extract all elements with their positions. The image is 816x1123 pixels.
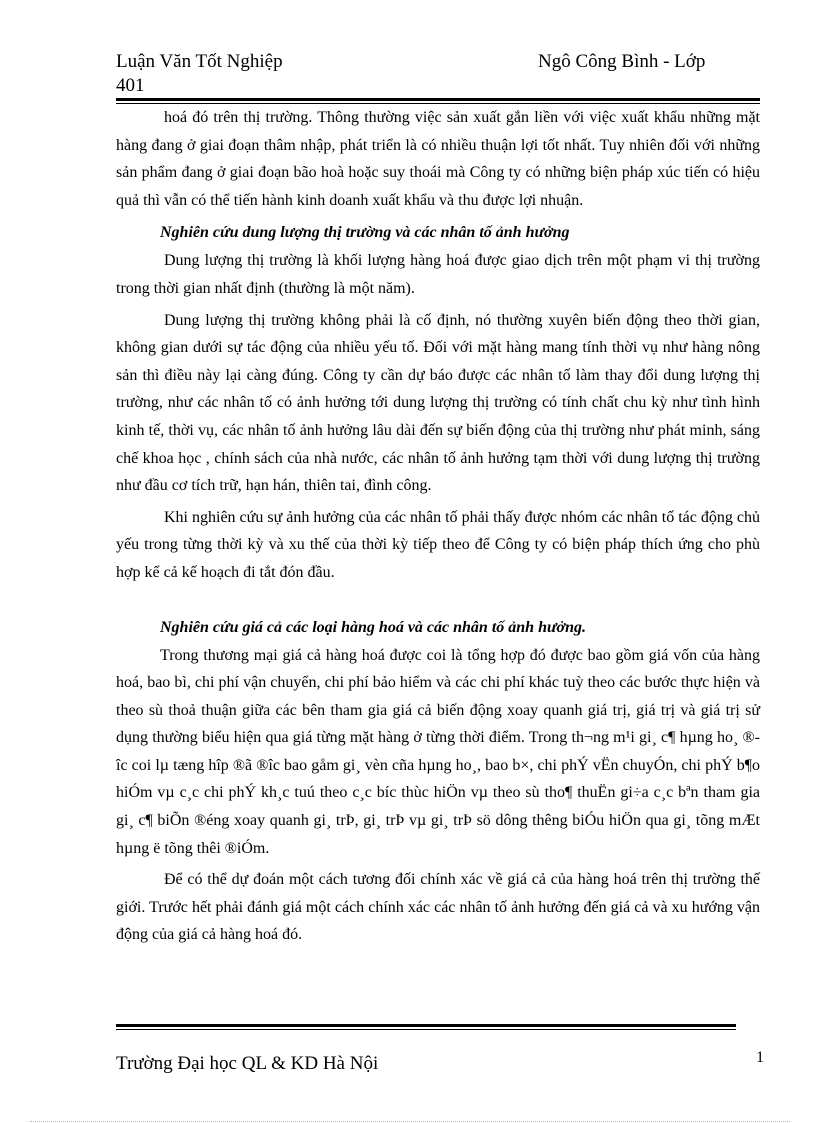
header-left: [116, 50, 376, 98]
page-break-line: [30, 1121, 790, 1122]
footer-school: Trường Đại học QL & KD Hà Nội: [116, 1053, 379, 1074]
body-text: [116, 104, 760, 949]
paragraph-1: hoá đó trên thị trường. Thông thường việc sản xuất gắn liền với việc xuất khẩu những mặt hàng đang ở giai đoạn thâm nhập, phát triển là có nhiều thuận lợi tốt nhất. Tuy nhiên đối với những sản phẩm đang ở giai đoạn bão hoà hoặc suy thoái mà Công ty có những biện pháp xúc tiến có hiệu quả thì vẫn có thể tiến hành kinh doanh xuất khẩu và thu được lợi nhuận.: [116, 109, 760, 209]
paragraph-6: Để có thể dự đoán một cách tương đối chính xác về giá cả của hàng hoá trên thị trường thế giới. Trước hết phải đánh giá một cách chính xác các nhân tố ảnh hưởng đến giá cả và xu hướng vận động của giá cả hàng hoá đó.: [116, 871, 760, 944]
section-heading-prices: Nghiên cứu giá cả các loại hàng hoá và các nhân tố ảnh hưởng.: [160, 618, 587, 636]
header-author: Ngô Công Bình - Lớp: [538, 51, 706, 72]
footer-rule-thick: [116, 1024, 736, 1027]
paragraph-3: Dung lượng thị trường không phải là cố định, nó thường xuyên biến động theo thời gian, không gian dưới sự tác động của nhiều yếu tố. Đối với mặt hàng mang tính thời vụ như hàng nông sản thì điều này lại càng đúng. Công ty cần dự báo được các nhân tố làm thay đổi dung lượng thị trường, như các nhân tố có ảnh hưởng tới dung lượng thị trường có tính chất chu kỳ như tình hình kinh tế, thời vụ, các nhân tố ảnh hưởng lâu dài đến sự biến động của thị trường như phát minh, sáng chế khoa học , chính sách của nhà nước, các nhân tố ảnh hưởng tạm thời với dung lượng thị trường như đầu cơ tích trữ, hạn hán, thiên tai, đình công.: [116, 311, 760, 495]
paragraph-5: Trong thương mại giá cả hàng hoá được coi là tổng hợp đó được bao gồm giá vốn của hàng hoá, bao bì, chi phí vận chuyển, chi phí bảo hiểm và các chi phí khác tuỳ theo các bước thực hiện và theo sù thoả thuận giữa các bên tham gia giá cả biến động xoay quanh giá trị, giá trị và giá trị sử dụng thường biểu hiện qua giá từng mặt hàng ở từng thời điểm. Trong th¬ng m¹i gi¸ c¶ hµng ho¸ ®îc coi lµ tæng hîp ®ã ®îc bao gåm gi¸ vèn cña hµng ho¸, bao b×, chi phÝ vËn chuyÓn, chi phÝ b¶o hiÓm vµ c¸c chi phÝ kh¸c tuú theo c¸c bíc thùc hiÖn vµ theo sù tho¶ thuËn gi÷a c¸c bªn tham gia gi¸ c¶ biÕn ®éng xoay quanh gi¸ trÞ, gi¸ trÞ vµ gi¸ trÞ sö dông thêng biÓu hiÖn qua gi¸ tõng mÆt hµng ë tõng thêi ®iÓm.: [116, 646, 760, 857]
section-heading-market-capacity: Nghiên cứu dung lượng thị trường và các nhân tố ảnh hưởng: [160, 224, 570, 242]
header-rule-thick: [116, 98, 760, 101]
paragraph-4: Khi nghiên cứu sự ảnh hưởng của các nhân tố phải thấy được nhóm các nhân tố tác động chủ yếu trong từng thời kỳ và xu thế của thời kỳ tiếp theo để Công ty có biện pháp thích ứng cho phù hợp kể cả kế hoạch đi tắt đón đầu.: [116, 508, 760, 581]
header-class-number: 401: [116, 75, 145, 96]
paragraph-2: Dung lượng thị trường là khối lượng hàng hoá được giao dịch trên một phạm vi thị trường trong thời gian nhất định (thường là một năm).: [116, 252, 760, 297]
footer-rule-thin: [116, 1029, 736, 1030]
header-thesis-title: Luận Văn Tốt Nghiệp: [116, 51, 283, 72]
page-number: 1: [756, 1049, 764, 1066]
section-gap: [116, 587, 760, 613]
